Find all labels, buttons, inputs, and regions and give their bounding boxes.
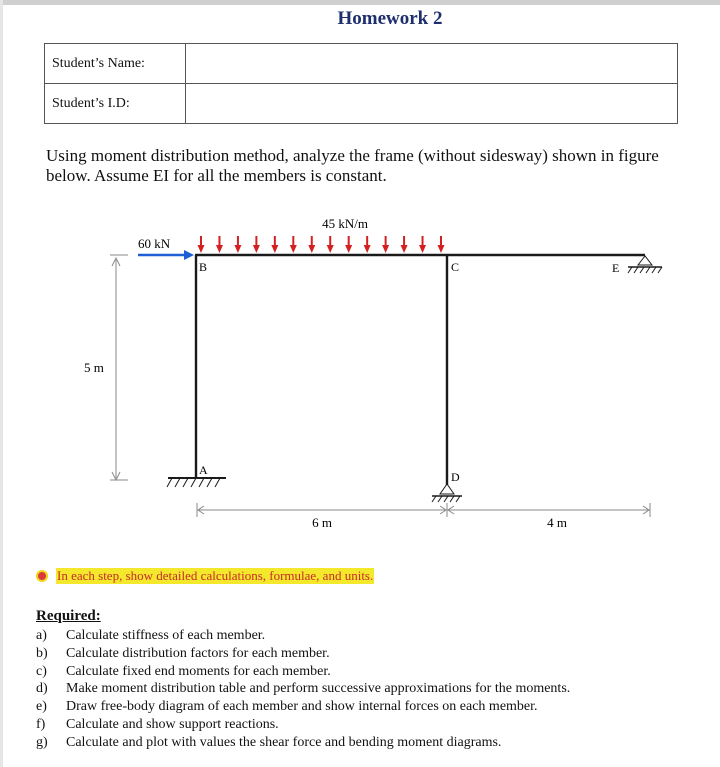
bullet-icon — [36, 570, 48, 582]
joint-d-label: D — [451, 470, 460, 484]
load-arrow — [216, 236, 223, 253]
load-arrow — [198, 236, 205, 253]
student-id-field[interactable] — [186, 84, 678, 124]
list-item: f) Calculate and show support reactions. — [36, 716, 279, 732]
distributed-load-label: 45 kN/m — [322, 216, 368, 231]
required-heading: Required: — [36, 608, 101, 624]
list-item: b) Calculate distribution factors for each member. — [36, 645, 330, 661]
list-item: a) Calculate stiffness of each member. — [36, 628, 266, 643]
pin-support-e — [628, 256, 662, 273]
student-name-field[interactable] — [186, 44, 678, 84]
load-arrow — [290, 236, 297, 253]
height-dimension — [110, 255, 128, 480]
fixed-support-a — [167, 478, 226, 487]
joint-a-label: A — [199, 463, 208, 477]
list-item: g) Calculate and plot with values the shear force and bending moment diagrams. — [36, 734, 502, 750]
instruction-note — [36, 566, 374, 586]
span-bc-label: 6 m — [312, 515, 332, 530]
load-arrow — [253, 236, 260, 253]
joint-e-label: E — [612, 261, 620, 275]
load-arrow — [308, 236, 315, 253]
list-item: c) Calculate fixed end moments for each member. — [36, 663, 331, 679]
problem-statement: Using moment distribution method, analyze the frame (without sidesway) shown in figure below. Assume EI for all the members is constant. — [46, 146, 659, 185]
point-load-label: 60 kN — [138, 236, 171, 251]
list-item: e) Draw free-body diagram of each member and show internal forces on each member. — [36, 699, 538, 715]
load-arrow — [271, 236, 278, 253]
joint-c-label: C — [451, 260, 460, 274]
distributed-load — [198, 236, 445, 253]
load-arrow — [419, 236, 426, 253]
page-title: Homework 2 — [337, 8, 443, 29]
point-load-arrow — [138, 250, 194, 260]
load-arrow — [382, 236, 389, 253]
load-arrow — [327, 236, 334, 253]
pin-support-d — [432, 484, 462, 502]
span-ce-label: 4 m — [547, 515, 567, 530]
student-info-table — [44, 43, 678, 124]
joint-b-label: B — [199, 260, 208, 274]
student-name-label: Student’s Name: — [45, 44, 186, 84]
required-list — [36, 627, 570, 752]
load-arrow — [345, 236, 352, 253]
instruction-note-text: In each step, show detailed calculations, formulae, and units. — [57, 568, 374, 583]
frame-diagram — [0, 200, 720, 540]
load-arrow — [438, 236, 445, 253]
load-arrow — [401, 236, 408, 253]
student-id-label: Student’s I.D: — [45, 84, 186, 124]
load-arrow — [364, 236, 371, 253]
span-dimension — [197, 503, 650, 517]
list-item: d) Make moment distribution table and perform successive approximations for the moments. — [36, 681, 571, 697]
student-name-row — [45, 44, 678, 84]
top-border — [0, 0, 720, 5]
load-arrow — [234, 236, 241, 253]
student-id-row — [45, 84, 678, 124]
height-dimension-label: 5 m — [84, 360, 104, 375]
